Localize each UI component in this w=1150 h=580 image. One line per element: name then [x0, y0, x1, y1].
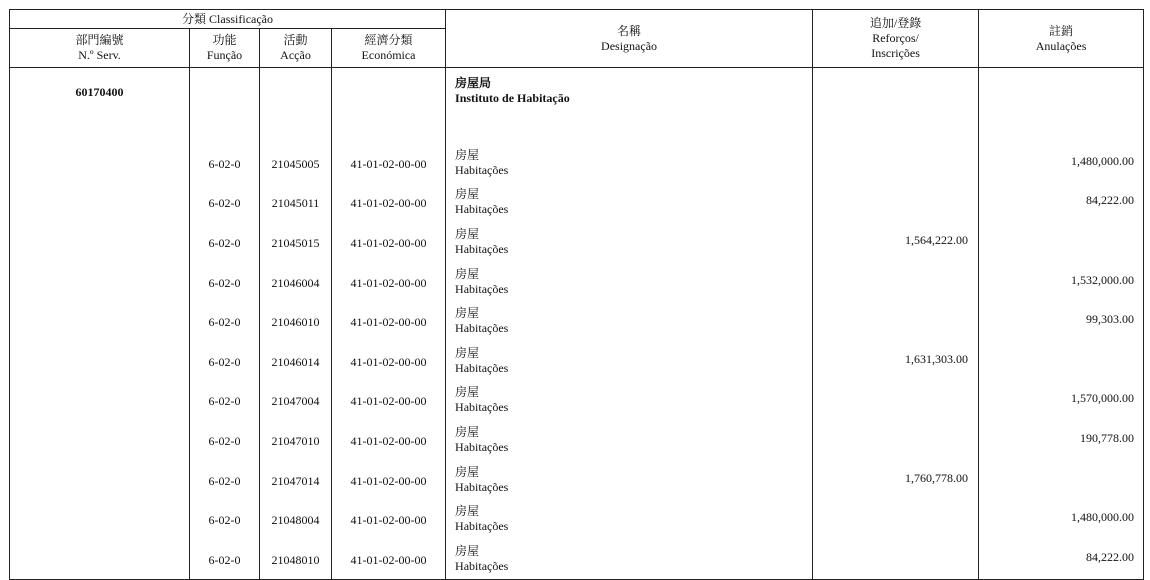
department-row	[10, 68, 1144, 144]
dept-cell	[10, 183, 190, 223]
function-code: 6-02-0	[190, 420, 260, 460]
table-row	[10, 499, 1144, 539]
function-code: 6-02-0	[190, 301, 260, 341]
budget-table	[9, 9, 1144, 580]
function-code: 6-02-0	[190, 341, 260, 381]
cancellation-amount: 1,480,000.00	[979, 143, 1144, 183]
function-header	[190, 29, 260, 68]
reinforcements-label-pt1: Reforços/	[872, 31, 919, 45]
item-designation-zh: 房屋	[455, 187, 480, 202]
dept-cell	[10, 301, 190, 341]
economic-code: 41-01-02-00-00	[332, 222, 446, 262]
dept-cell	[10, 499, 190, 539]
cancellation-amount	[979, 341, 1144, 381]
item-designation-pt: Habitações	[455, 360, 509, 375]
function-code: 6-02-0	[190, 183, 260, 223]
cancellation-amount	[979, 222, 1144, 262]
economic-code: 41-01-02-00-00	[332, 499, 446, 539]
reinforcement-amount	[813, 301, 979, 341]
designation-header	[446, 10, 813, 68]
dept-label-zh: 部門編號	[75, 33, 124, 47]
economic-code: 41-01-02-00-00	[332, 301, 446, 341]
item-designation-pt: Habitações	[455, 400, 509, 415]
reinforcements-label-pt2: Inscrições	[871, 46, 920, 60]
dept-cell	[10, 222, 190, 262]
item-designation-zh: 房屋	[455, 543, 480, 558]
dept-cell	[10, 460, 190, 500]
dept-cell	[10, 143, 190, 183]
item-designation-pt: Habitações	[455, 241, 509, 256]
item-designation	[446, 460, 813, 500]
activity-code: 21046014	[260, 341, 332, 381]
activity-code: 21047014	[260, 460, 332, 500]
department-name-zh: 房屋局	[455, 76, 492, 90]
reinforcement-amount	[813, 420, 979, 460]
reinforcement-amount	[813, 539, 979, 579]
table-row	[10, 301, 1144, 341]
item-designation	[446, 301, 813, 341]
dept-cell	[10, 381, 190, 421]
item-designation-zh: 房屋	[455, 266, 480, 281]
economic-code: 41-01-02-00-00	[332, 381, 446, 421]
dept-cell	[10, 539, 190, 579]
item-designation-pt: Habitações	[455, 321, 509, 336]
empty-cell	[260, 68, 332, 144]
dept-cell	[10, 262, 190, 302]
reinforcement-amount	[813, 183, 979, 223]
empty-cell	[332, 68, 446, 144]
table-body	[10, 68, 1144, 580]
department-code: 60170400	[10, 68, 190, 144]
table-row	[10, 183, 1144, 223]
table-row	[10, 381, 1144, 421]
empty-cell	[190, 68, 260, 144]
item-designation-pt: Habitações	[455, 439, 509, 454]
table-row	[10, 460, 1144, 500]
department-name	[446, 68, 813, 144]
empty-cell	[813, 68, 979, 144]
cancellation-amount: 1,570,000.00	[979, 381, 1144, 421]
economic-code: 41-01-02-00-00	[332, 341, 446, 381]
dept-cell	[10, 420, 190, 460]
economic-code: 41-01-02-00-00	[332, 420, 446, 460]
item-designation-zh: 房屋	[455, 464, 480, 479]
activity-code: 21045005	[260, 143, 332, 183]
classification-label: 分類 Classificação	[182, 11, 274, 26]
table-row	[10, 341, 1144, 381]
reinforcement-amount: 1,564,222.00	[813, 222, 979, 262]
item-designation	[446, 222, 813, 262]
cancellation-amount: 190,778.00	[979, 420, 1144, 460]
empty-cell	[979, 68, 1144, 144]
budget-table-page	[9, 9, 1143, 573]
function-label-zh: 功能	[212, 33, 237, 47]
item-designation-zh: 房屋	[455, 385, 480, 400]
item-designation	[446, 143, 813, 183]
function-code: 6-02-0	[190, 381, 260, 421]
reinforcement-amount: 1,760,778.00	[813, 460, 979, 500]
item-designation-zh: 房屋	[455, 306, 480, 321]
item-designation-pt: Habitações	[455, 202, 509, 217]
function-code: 6-02-0	[190, 539, 260, 579]
classification-header	[10, 10, 446, 29]
reinforcement-amount	[813, 143, 979, 183]
item-designation-zh: 房屋	[455, 504, 480, 519]
table-row	[10, 143, 1144, 183]
activity-code: 21045011	[260, 183, 332, 223]
item-designation	[446, 420, 813, 460]
function-code: 6-02-0	[190, 460, 260, 500]
reinforcement-amount	[813, 499, 979, 539]
reinforcements-header	[813, 10, 979, 68]
item-designation	[446, 381, 813, 421]
item-designation	[446, 183, 813, 223]
activity-code: 21046004	[260, 262, 332, 302]
cancellation-amount: 1,480,000.00	[979, 499, 1144, 539]
economic-label-pt: Económica	[361, 48, 416, 62]
item-designation-zh: 房屋	[455, 345, 480, 360]
economic-code: 41-01-02-00-00	[332, 143, 446, 183]
activity-code: 21047010	[260, 420, 332, 460]
department-name-pt: Instituto de Habitação	[455, 91, 570, 105]
economic-header	[332, 29, 446, 68]
table-row	[10, 539, 1144, 579]
item-designation-zh: 房屋	[455, 226, 480, 241]
function-code: 6-02-0	[190, 222, 260, 262]
function-code: 6-02-0	[190, 262, 260, 302]
economic-code: 41-01-02-00-00	[332, 460, 446, 500]
activity-label-pt: Acção	[280, 48, 311, 62]
activity-code: 21048010	[260, 539, 332, 579]
function-label-pt: Função	[206, 48, 243, 62]
function-code: 6-02-0	[190, 499, 260, 539]
reinforcements-label-zh: 追加/登錄	[869, 16, 922, 30]
activity-code: 21046010	[260, 301, 332, 341]
activity-code: 21048004	[260, 499, 332, 539]
item-designation-pt: Habitações	[455, 281, 509, 296]
reinforcement-amount	[813, 381, 979, 421]
cancellation-amount: 1,532,000.00	[979, 262, 1144, 302]
table-row	[10, 222, 1144, 262]
item-designation-pt: Habitações	[455, 162, 509, 177]
activity-code: 21045015	[260, 222, 332, 262]
cancellations-header	[979, 10, 1144, 68]
item-designation	[446, 539, 813, 579]
cancellation-amount	[979, 460, 1144, 500]
cancellation-amount: 99,303.00	[979, 301, 1144, 341]
cancellation-amount: 84,222.00	[979, 183, 1144, 223]
reinforcement-amount	[813, 262, 979, 302]
item-designation-zh: 房屋	[455, 424, 480, 439]
economic-code: 41-01-02-00-00	[332, 539, 446, 579]
cancellations-label-zh: 註銷	[1049, 23, 1074, 38]
cancellation-amount: 84,222.00	[979, 539, 1144, 579]
function-code: 6-02-0	[190, 143, 260, 183]
activity-header	[260, 29, 332, 68]
cancellations-label-pt: Anulações	[1035, 38, 1087, 53]
item-designation-pt: Habitações	[455, 479, 509, 494]
table-row	[10, 262, 1144, 302]
item-designation-zh: 房屋	[455, 147, 480, 162]
economic-label-zh: 經濟分類	[364, 33, 413, 47]
economic-code: 41-01-02-00-00	[332, 183, 446, 223]
item-designation-pt: Habitações	[455, 519, 509, 534]
economic-code: 41-01-02-00-00	[332, 262, 446, 302]
table-row	[10, 420, 1144, 460]
item-designation	[446, 499, 813, 539]
item-designation-pt: Habitações	[455, 558, 509, 573]
item-designation	[446, 262, 813, 302]
designation-label-pt: Designação	[601, 38, 658, 53]
item-designation	[446, 341, 813, 381]
dept-cell	[10, 341, 190, 381]
designation-label-zh: 名稱	[617, 23, 642, 38]
reinforcement-amount: 1,631,303.00	[813, 341, 979, 381]
activity-label-zh: 活動	[283, 33, 308, 47]
table-header	[10, 10, 1144, 68]
dept-header	[10, 29, 190, 68]
activity-code: 21047004	[260, 381, 332, 421]
dept-label-pt: N.º Serv.	[78, 48, 121, 62]
